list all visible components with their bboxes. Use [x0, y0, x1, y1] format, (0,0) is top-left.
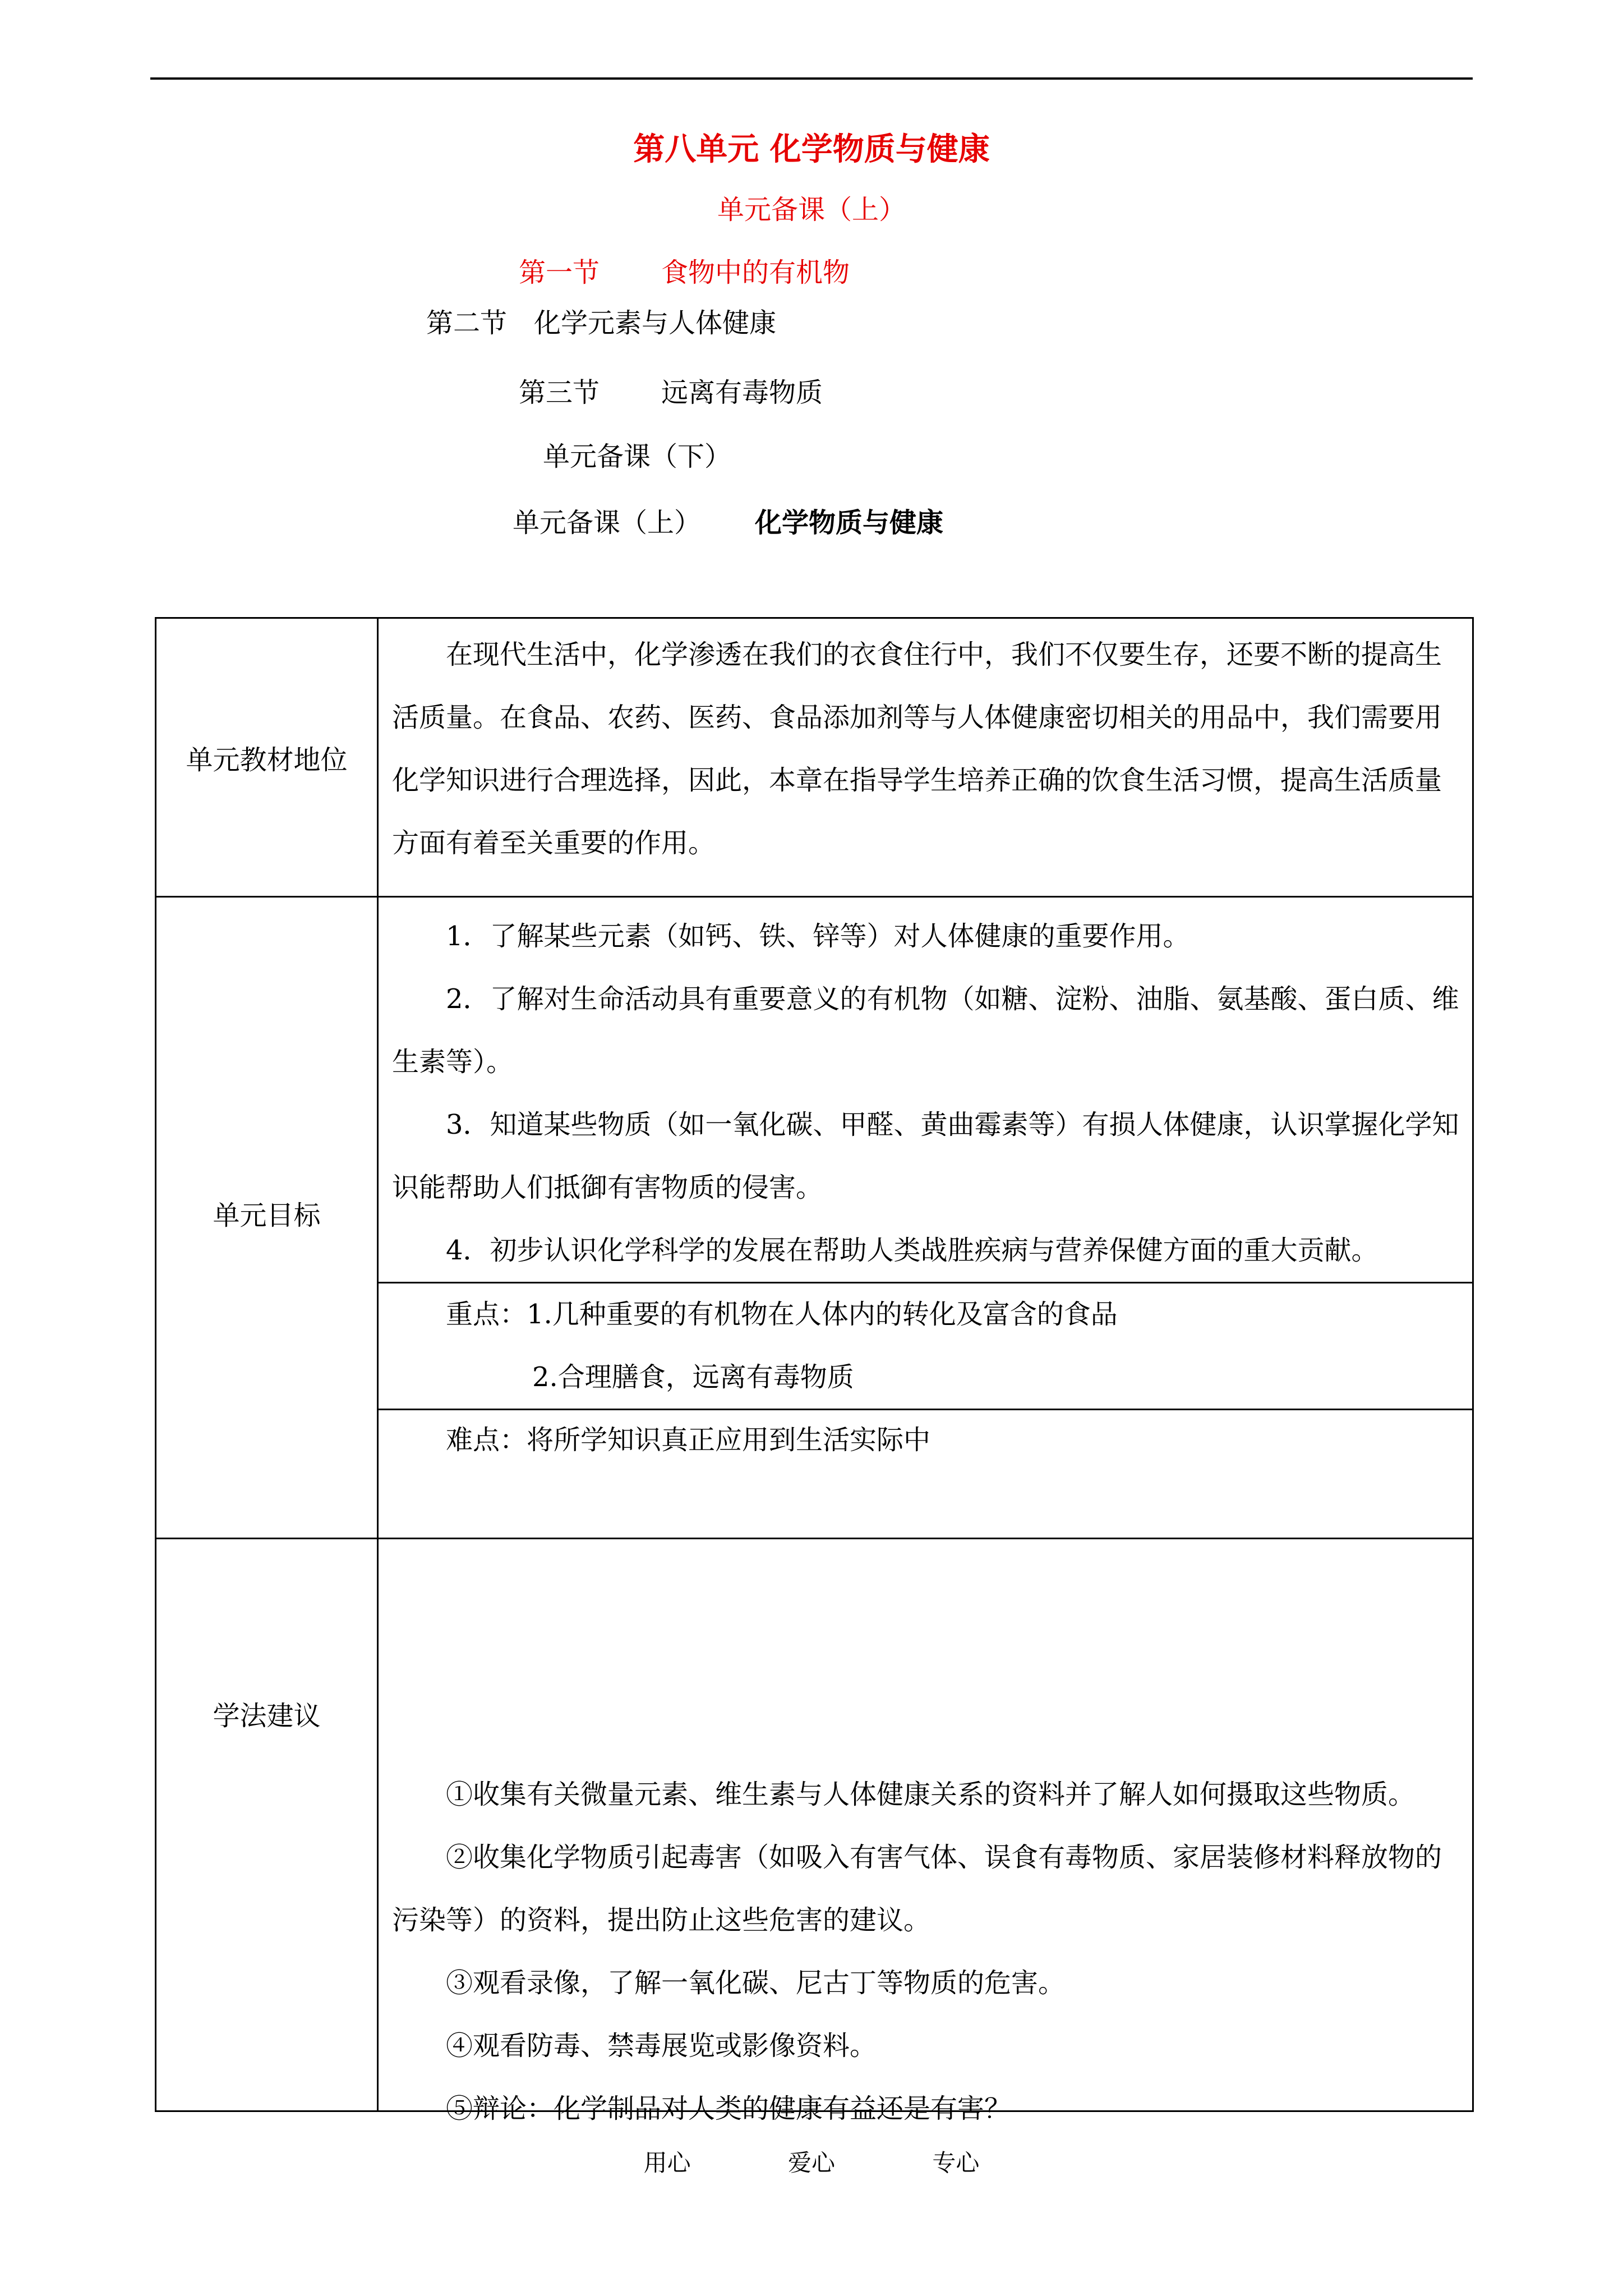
suggestion-item: ④观看防毒、禁毒展览或影像资料。 — [446, 2030, 877, 2062]
goal-item: 1．了解某些元素（如钙、铁、锌等）对人体健康的重要作用。 — [446, 921, 1190, 952]
section-heading-right: 化学物质与健康 — [755, 507, 944, 539]
row-label-goals: 单元目标 — [213, 1200, 321, 1231]
row-position-text — [392, 623, 1466, 875]
position-paragraph: 在现代生活中，化学渗透在我们的衣食住行中，我们不仅要生存，还要不断的提高生活质量。在食品、农药、医药、食品添加剂等与人体健康密切相关的用品中，我们需要用化学知识进行合理选择，因此，本章在指导学生培养正确的饮食生活习惯，提高生活质量方面有着至关重要的作用。 — [392, 639, 1442, 859]
key-point-line-1: 重点：1.几种重要的有机物在人体内的转化及富含的食品 — [446, 1299, 1118, 1330]
row-label-position: 单元教材地位 — [186, 744, 348, 776]
page-title: 第八单元 化学物质与健康 — [633, 131, 990, 168]
footer-word-3: 专心 — [932, 2149, 980, 2177]
header-rule — [150, 77, 1473, 80]
footer-word-1: 用心 — [643, 2149, 691, 2177]
row-goals-text — [392, 905, 1466, 1282]
lesson-plan-table — [155, 617, 1474, 2124]
suggestion-item: ②收集化学物质引起毒害（如吸入有害气体、误食有毒物质、家居装修材料释放物的污染等）的资料，提出防止这些危害的建议。 — [392, 1842, 1442, 1936]
toc-item-1-name: 食物中的有机物 — [661, 257, 850, 288]
suggestion-item: ③观看录像，了解一氧化碳、尼古丁等物质的危害。 — [446, 1967, 1066, 1999]
key-point-line-2: 2.合理膳食，远离有毒物质 — [532, 1361, 854, 1393]
toc-item-4 — [543, 443, 731, 470]
toc-item-1 — [519, 259, 850, 286]
key-points — [392, 1283, 1466, 1409]
row-suggestions-text — [392, 1763, 1466, 2140]
toc-item-2-name: 化学元素与人体健康 — [534, 307, 777, 339]
toc-item-2 — [426, 307, 777, 339]
toc-item-2-num: 第二节 — [426, 307, 508, 339]
footer-word-2: 爱心 — [787, 2149, 835, 2177]
toc-item-3-num: 第三节 — [519, 377, 600, 408]
row-label-suggestions: 学法建议 — [213, 1700, 321, 1732]
difficulty — [392, 1409, 1466, 1471]
table-row-divider-1 — [156, 896, 1472, 898]
page-footer — [0, 2145, 1623, 2178]
difficulty-line: 难点：将所学知识真正应用到生活实际中 — [446, 1424, 931, 1456]
table-column-divider — [377, 619, 379, 2110]
section-heading — [513, 507, 944, 539]
goal-item: 4．初步认识化学科学的发展在帮助人类战胜疾病与营养保健方面的重大贡献。 — [446, 1235, 1378, 1266]
suggestion-item: ①收集有关微量元素、维生素与人体健康关系的资料并了解人如何摄取这些物质。 — [446, 1779, 1415, 1810]
page-subtitle: 单元备课（上） — [717, 194, 906, 226]
table-row-divider-3 — [156, 1538, 1472, 1539]
toc-item-1-num: 第一节 — [519, 257, 600, 288]
goal-item: 2．了解对生命活动具有重要意义的有机物（如糖、淀粉、油脂、氨基酸、蛋白质、维生素等）。 — [392, 983, 1459, 1078]
goal-item: 3．知道某些物质（如一氧化碳、甲醛、黄曲霉素等）有损人体健康，认识掌握化学知识能帮助人们抵御有害物质的侵害。 — [392, 1109, 1459, 1203]
suggestion-item: ⑤辩论：化学制品对人类的健康有益还是有害？ — [446, 2093, 1012, 2124]
section-heading-left: 单元备课（上） — [513, 507, 702, 539]
toc-item-3-name: 远离有毒物质 — [661, 377, 823, 408]
toc-item-4-name: 单元备课（下） — [543, 441, 732, 472]
toc-item-3 — [519, 379, 823, 406]
